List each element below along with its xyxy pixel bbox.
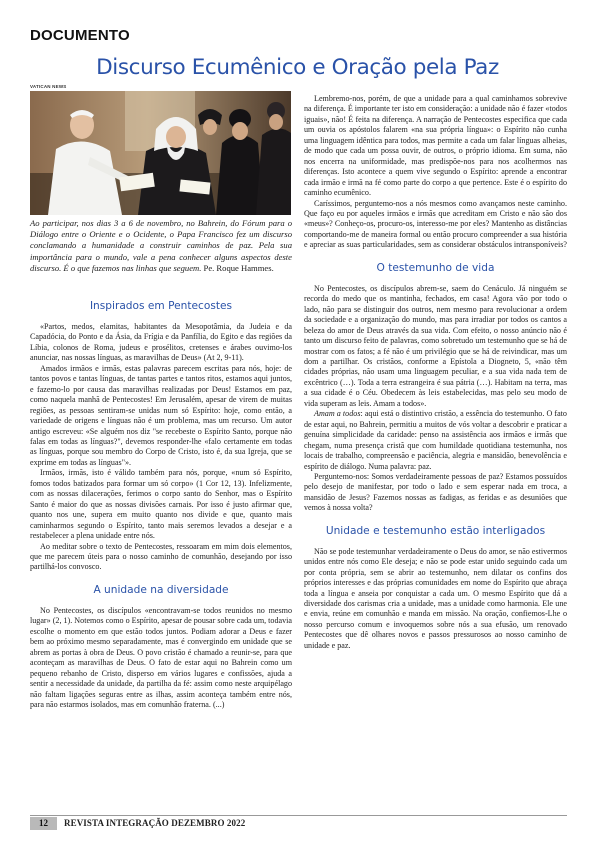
paragraph: Irmãos, irmãs, isto é válido também para nós, porque, «num só Espírito, fomos todos batizados para formar um só corpo» (1 Cor 12, 13). Infelizmente, com as nossas dilacerações, ferimos o corpo santo do Senhor, mas o Espírito Santo é maior do que as nossas divisões carnais. Por isso é justo afirmar que, quanto nos une, supera em muito quanto nos divide e que, quanto mais caminharmos segundo o Espírito, tanto mais seremos levados a desejar e a restabelecer a plena unidade entre nós.	[30, 468, 292, 541]
paragraph: «Partos, medos, elamitas, habitantes da Mesopotâmia, da Judeia e da Capadócia, do Ponto e da Ásia, da Frígia e da Panfília, do Egito e das regiões da Líbia, colonos de Roma, judeus e prosélitos, cretenses e árabes ouvimo-los anunciar, nas nossas línguas, as maravilhas de Deus» (At 2, 9-11).	[30, 322, 292, 363]
paragraph: Perguntemo-nos: Somos verdadeiramente pessoas de paz? Estamos possuídos pelo desejo de manifestar, por todo o lado e sem esperar nada em troca, a mansidão de Jesus? Fazemos nossas as fadigas, as feridas e as desuniões que vemos à nossa volta?	[304, 471, 567, 513]
magazine-name: REVISTA INTEGRAÇÃO DEZEMBRO 2022	[64, 818, 246, 828]
paragraph: Lembremo-nos, porém, de que a unidade para a qual caminhamos sobrevive na diferença. É importante ter isto em consideração: a unidade não é fazer «todos iguais», não! É feita na diferença. A narração de Pentecostes especifica que cada um ouvia os apóstolos falarem «na sua própria língua»: o Espírito não cunha uma linguagem idêntica para todos, mas permite a cada um falar línguas alheias, de modo que cada um possa ouvir, de outros, o próprio idioma. Em suma, não nos encerra na uniformidade, mas predispõe-nos para nos acolhermos nas diferenças. Isto acontece a quem vive segundo o Espírito: aprende a encontrar cada irmão e irmã na fé como parte do corpo a que pertence. Este é o espírito do caminho ecumênico.	[304, 94, 567, 198]
photo-caption	[30, 218, 292, 274]
paragraph: Não se pode testemunhar verdadeiramente o Deus do amor, se não estivermos unidos entre nós como Ele deseja; e não se pode estar unido seguindo cada um por conta própria, sem se abrir ao testemunho, nem dilatar os confins dos próprios interesses e das próprias comunidades em nome do Espírito que abraça toda a língua e anseia por conquistar a cada um. O mesmo Espírito que dá a diversidade dos carismas cria a unidade, mas a unidade como harmonia. Ele une e envia, reúne em comunhão e manda em missão. Na oração, confiemos-Lhe o nosso percurso comum e invoquemos sobre nós a sua efusão, um renovado Pentecostes que dê olhares novos e passos pressurosos ao nosso caminho de unidade e paz.	[304, 546, 567, 650]
page-footer	[30, 815, 567, 829]
section-heading-pentecostes: Inspirados em Pentecostes	[89, 300, 233, 312]
paragraph: No Pentecostes, os discípulos «encontravam-se todos reunidos no mesmo lugar» (2, 1). Notemos como o Espírito, apesar de pousar sobre cada um, todavia escolhe o momento em que estão todos juntos. Podiam adorar a Deus e fazer bem ao próximo mesmo separadamente, mas é convergindo em unidade que se abrem as portas à obra de Deus. O povo cristão é chamado a reunir-se, para que aconteçam as maravilhas de Deus. O fato de estar aqui no Bahrein como um pequeno rebanho de Cristo, disperso em vários lugares e confissões, ajuda a sentir a necessidade da unidade, da partilha da fé: assim como neste arquipélago não faltam ligações seguras entre as ilhas, assim aconteça também entre nós, para não estarmos isolados, mas em comunhão fraterna. (...)	[30, 605, 292, 709]
section-heading-unidade: A unidade na diversidade	[93, 583, 229, 596]
photo-source: VATICAN NEWS	[30, 84, 67, 89]
article-photo	[30, 91, 291, 215]
caption-text: Ao participar, nos dias 3 a 6 de novembro, no Bahrein, do Fórum para o Diálogo entre o Oriente e o Ocidente, o Papa Francisco fez um discurso conclamando a humanidade a construir caminhos de paz. Pela sua importância para o mundo, vale a pena conhecer alguns aspectos deste discurso. É o que fazemos nas linhas que seguem.	[30, 218, 292, 273]
right-column	[304, 94, 567, 651]
article-title: Discurso Ecumênico e Oração pela Paz	[96, 55, 499, 80]
caption-author: Pe. Roque Hammes.	[201, 262, 274, 273]
page-number: 12	[30, 817, 57, 830]
paragraph: Ao meditar sobre o texto de Pentecostes, ressoaram em mim dois elementos, que me parecem úteis para o nosso caminho de comunhão, desejando por isso partilhá-los convosco.	[30, 541, 292, 572]
paragraph	[304, 409, 567, 472]
paragraph-rest: : aqui está o distintivo cristão, a essência do testemunho. O fato de estar aqui, no Bahrein, permitiu a muitos de vós voltar a descobrir e praticar a genuína simplicidade da caridade: penso na assistência aos irmãos e irmãs que chegam, numa presença cristã que com humildade quotidiana testemunha, nos locais de trabalho, compreensão e paciência, alegria e mansidão, benevolência e espírito de diálogo. Numa palavra: paz.	[304, 409, 567, 471]
left-column	[30, 300, 292, 710]
paragraph: No Pentecostes, os discípulos abrem-se, saem do Cenáculo. Já ninguém se recorda do medo que os mantinha, fechados, em casa! Agora vão por todo o lado, não para se distinguir dos outros, nem mesmo para revolucionar a ordem da sociedade e a organização do mundo, mas para irradiar por todos os cantos a beleza do amor de Deus através da sua vida. Com efeito, o nosso anúncio não é tanto um discurso feito de palavras, como sobretudo um testemunho que se há de mostrar com os fatos; a fé não é um privilégio que se há de reivindicar, mas um dom a partilhar. Os cristãos, conforme a Epístola a Diogneto, 5, «não têm cidades próprias, não usam uma linguagem peculiar, e a sua vida nada tem de excêntrico (…). Toda a terra estrangeira é sua pátria (…). Habitam na terra, mas a sua cidade é o Céu. Obedecem às leis estabelecidas, mas pelo seu modo de vida superam as leis. Amam a todos».	[304, 283, 567, 408]
paragraph: Amados irmãos e irmãs, estas palavras parecem escritas para nós, hoje: de tantos povos e tantas línguas, de tantas partes e tantos ritos, estamos aqui juntos, e fazemo-lo por causa das maravilhas realizadas por Deus! Estamos em paz, como naquela manhã de Pentecostes! Em Jerusalém, apesar de virem de muitas regiões, as pessoas sentiram-se unidas num só Espírito: hoje, como então, a variedade de origens e línguas não é um problema, mas um recurso. Um autor antigo escreveu: «Se alguém nos diz "se recebeste o Espírito Santo, porque não falas em todas as línguas?", devemos responder-lhe «falo certamente em todas as línguas, porque sou membro do Corpo de Cristo, isto é, da sua Igreja, que se exprime em todas as línguas"».	[30, 363, 292, 467]
section-heading-interligados: Unidade e testemunho estão interligados	[325, 524, 546, 537]
section-heading-testemunho: O testemunho de vida	[376, 261, 495, 274]
section-label: DOCUMENTO	[30, 27, 130, 44]
paragraph-lead: Amam a todos	[314, 409, 361, 419]
paragraph: Caríssimos, perguntemo-nos a nós mesmos como avançamos neste caminho. Que faço eu por aqueles irmãos e irmãs que acreditam em Cristo e não são dos «meus»? Conheço-os, procuro-os, interesso-me por eles? Mantenho as distâncias comportando-me de maneira formal ou então procuro compreender a sua história e apreciar as suas particularidades, sem as considerar obstáculos intransponíveis?	[304, 198, 567, 250]
